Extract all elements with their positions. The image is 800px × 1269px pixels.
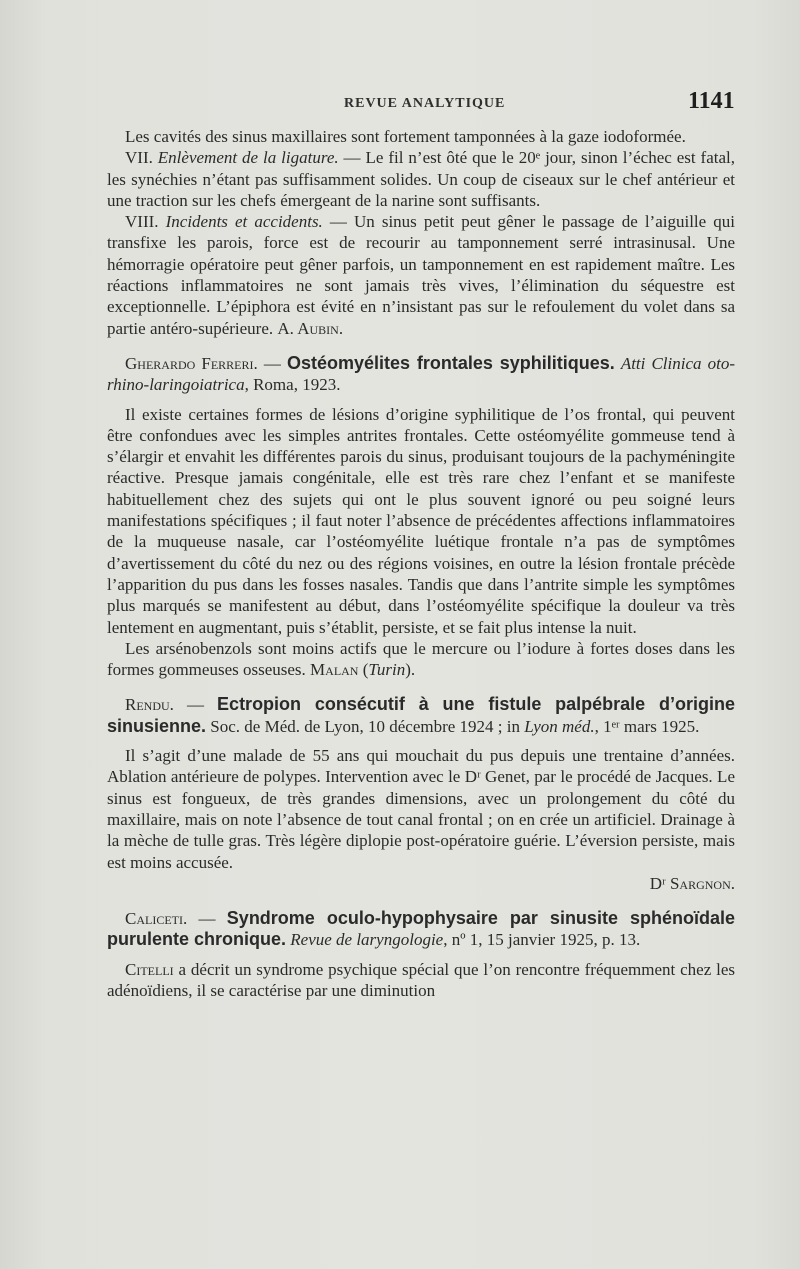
section-heading: Incidents et accidents.: [165, 212, 323, 232]
article-author: Rendu.: [125, 695, 174, 715]
journal-name: Revue de laryngologie: [290, 930, 444, 950]
article-paragraph: [107, 959, 735, 1002]
dash: —: [257, 353, 287, 373]
article-author: Caliceti.: [125, 909, 188, 929]
section-heading: Enlèvement de la ligature.: [157, 148, 339, 168]
running-title: REVUE ANALYTIQUE: [344, 96, 506, 111]
paragraph-section-vii: [107, 147, 735, 211]
dash: —: [173, 695, 218, 715]
article-author: Gherardo Ferreri.: [125, 353, 258, 373]
article-paragraph: Il s’agit d’une malade de 55 ans qui mouchait du pus depuis une trentaine d’années. Ablation antérieure de polypes. Intervention avec le Dʳ Genet, par le procédé de Jacques. Le sinus est fongueux, de très grandes dimensions, avec un prolongement du côté du maxillaire, mais on note l’absence de tout canal frontal ; on en crée un artificiel. Drainage à la mèche de tulle gras. Très légère diplopie post-opératoire guérie. L’éversion persiste, mais est moins accusée.: [107, 746, 735, 872]
paragraph-section-viii: [107, 211, 735, 339]
paragraph-closing: Les cavités des sinus maxillaires sont fortement tamponnées à la gaze iodoformée.: [125, 127, 686, 146]
section-text: — Un sinus petit peut gêner le passage de l’aiguille qui transfixe les parois, force est de recourir au tamponnement serré intrasinusal. Une hémorragie opératoire peut gêner parfois, un tamponnement en est rapidement maître. Les réactions inflammatoires ne sont jamais très vives, l’élimination du séquestre est exceptionnelle. L’épiphora est évité en n’insistant pas sur le refoulement du volet dans sa partie antéro-supérieure.: [107, 212, 735, 338]
publication-place: , Roma, 1923.: [244, 375, 341, 395]
paragraph-text: a décrit un syndrome psychique spécial que l’on rencontre fréquemment chez les adénoïdiens, il se caractérise par une diminution: [107, 959, 735, 1000]
section-text: — Le fil n’est ôté que le 20ᵉ jour, sinon l’échec est fatal, les synéchies n’étant pas suffisamment solides. Un coup de ciseaux sur le chef antérieur et une traction sur les chefs émergeant de la narine sont suffisants.: [107, 148, 736, 210]
signature: A. Aubin.: [277, 318, 344, 338]
journal-name: Atti Clinica oto-rhino-laringoiatrica: [107, 353, 735, 395]
paragraph-text: Les arsénobenzols sont moins actifs que le mercure ou l’iodure à fortes doses dans les formes gommeuses osseuses.: [107, 638, 735, 680]
signature-place: Turin: [368, 660, 406, 680]
publication-source: Soc. de Méd. de Lyon, 10 décembre 1924 ; in: [206, 716, 525, 736]
article-paragraph: Il existe certaines formes de lésions d’origine syphilitique de l’os frontal, qui peuvent être confondues avec les simples antrites frontales. Cette ostéomyélite gommeuse tend à s’élargir et envahit les différentes parois du sinus, produisant toujours de la pachyméningite réactive. Presque jamais congénitale, elle est très rare chez l’enfant et se manifeste habituellement chez des sujets qui ont le plus souvent ignoré ou peu soigné leurs manifestations spécifiques ; il faut noter l’absence de précédentes affections inflammatoires de la muqueuse nasale, car l’ostéomyélite luétique frontale n’a pas de symptômes d’avertissement du côté du nez ou des régions voisines, en outre la lésion frontale précède l’apparition du pus dans les fosses nasales. Tandis que dans l’antrite simple les symptômes plus marqués se manifestent au début, dans l’ostéomyélite spécifique la douleur va très lentement en augmentant, puis s’établit, persiste, et se fait plus intense la nuit.: [107, 404, 735, 637]
signature-text: Dʳ Sargnon.: [649, 873, 735, 893]
article-title: Ectropion consécutif à une fistule palpébrale d’origine sinusienne.: [107, 694, 735, 736]
article-title: Ostéomyélites frontales syphilitiques.: [286, 352, 615, 373]
publication-date: , 1ᵉʳ mars 1925.: [594, 716, 700, 736]
section-number: VII.: [125, 148, 153, 168]
journal-name: Lyon méd.: [524, 716, 595, 736]
article-paragraph: Les arsénobenzols sont moins actifs que le mercure ou l’iodure à fortes doses dans les formes gommeuses osseuses. Malan (Turin).: [107, 638, 735, 680]
section-number: VIII.: [125, 212, 159, 232]
article-heading: [107, 908, 735, 951]
article-heading: [107, 353, 735, 396]
article-title: Syndrome oculo-hypophysaire par sinusite sphénoïdale purulente chronique.: [107, 908, 735, 950]
signature: [107, 873, 735, 894]
dash: —: [187, 909, 227, 929]
page-number: 1141: [688, 88, 735, 114]
publication-date: , nº 1, 15 janvier 1925, p. 13.: [443, 930, 641, 950]
page-body: [107, 126, 735, 1001]
signature-name: Malan: [310, 660, 359, 680]
article-heading: [107, 694, 735, 737]
cited-author: Citelli: [125, 959, 174, 979]
page-header: [0, 88, 800, 118]
